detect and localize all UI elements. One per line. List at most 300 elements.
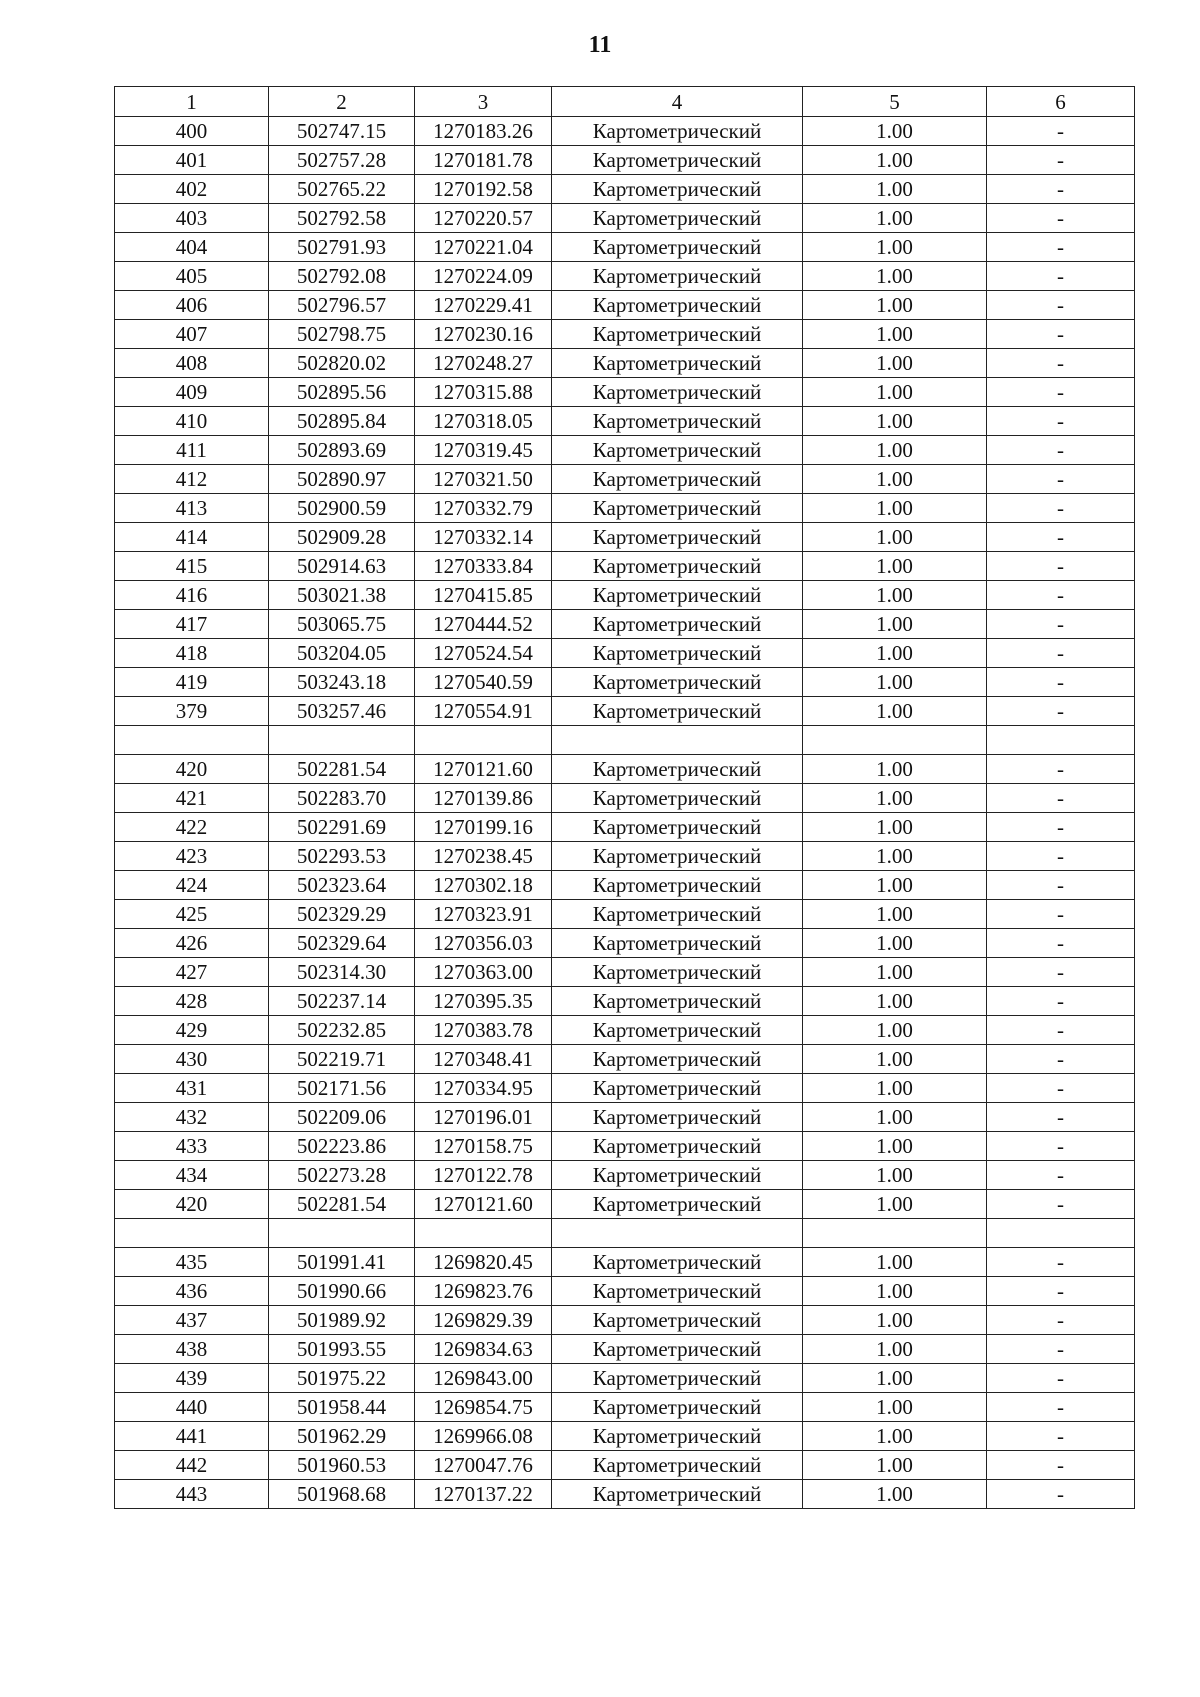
method-cell: Картометрический	[552, 842, 803, 871]
method-cell: Картометрический	[552, 1045, 803, 1074]
table-row	[115, 465, 1135, 494]
point-number-cell: 379	[115, 697, 269, 726]
table-row	[115, 552, 1135, 581]
note-cell: -	[987, 1393, 1135, 1422]
method-cell: Картометрический	[552, 755, 803, 784]
note-cell: -	[987, 1480, 1135, 1509]
note-cell	[987, 1219, 1135, 1248]
y-coordinate-cell: 1270192.58	[415, 175, 552, 204]
note-cell: -	[987, 842, 1135, 871]
y-coordinate-cell: 1270302.18	[415, 871, 552, 900]
accuracy-cell: 1.00	[803, 436, 987, 465]
x-coordinate-cell: 502273.28	[269, 1161, 415, 1190]
accuracy-cell: 1.00	[803, 755, 987, 784]
note-cell: -	[987, 1074, 1135, 1103]
method-cell: Картометрический	[552, 987, 803, 1016]
x-coordinate-cell: 501993.55	[269, 1335, 415, 1364]
point-number-cell: 417	[115, 610, 269, 639]
y-coordinate-cell: 1270139.86	[415, 784, 552, 813]
accuracy-cell: 1.00	[803, 117, 987, 146]
y-coordinate-cell: 1270332.79	[415, 494, 552, 523]
note-cell: -	[987, 1364, 1135, 1393]
x-coordinate-cell	[269, 726, 415, 755]
table-row	[115, 204, 1135, 233]
x-coordinate-cell: 502329.64	[269, 929, 415, 958]
y-coordinate-cell: 1269966.08	[415, 1422, 552, 1451]
x-coordinate-cell: 502219.71	[269, 1045, 415, 1074]
y-coordinate-cell: 1270318.05	[415, 407, 552, 436]
point-number-cell: 429	[115, 1016, 269, 1045]
table-row	[115, 987, 1135, 1016]
method-cell: Картометрический	[552, 494, 803, 523]
y-coordinate-cell: 1269834.63	[415, 1335, 552, 1364]
method-cell: Картометрический	[552, 1335, 803, 1364]
table-row	[115, 378, 1135, 407]
note-cell: -	[987, 436, 1135, 465]
y-coordinate-cell: 1270383.78	[415, 1016, 552, 1045]
x-coordinate-cell: 501968.68	[269, 1480, 415, 1509]
x-coordinate-cell: 502329.29	[269, 900, 415, 929]
note-cell: -	[987, 610, 1135, 639]
x-coordinate-cell: 502765.22	[269, 175, 415, 204]
x-coordinate-cell: 502791.93	[269, 233, 415, 262]
table-row	[115, 581, 1135, 610]
accuracy-cell: 1.00	[803, 204, 987, 233]
point-number-cell: 425	[115, 900, 269, 929]
point-number-cell: 431	[115, 1074, 269, 1103]
y-coordinate-cell: 1270196.01	[415, 1103, 552, 1132]
note-cell: -	[987, 668, 1135, 697]
y-coordinate-cell: 1270395.35	[415, 987, 552, 1016]
method-cell: Картометрический	[552, 1451, 803, 1480]
accuracy-cell: 1.00	[803, 987, 987, 1016]
y-coordinate-cell: 1270356.03	[415, 929, 552, 958]
table-row	[115, 842, 1135, 871]
point-number-cell: 401	[115, 146, 269, 175]
table-row	[115, 1074, 1135, 1103]
point-number-cell: 405	[115, 262, 269, 291]
point-number-cell: 420	[115, 1190, 269, 1219]
y-coordinate-cell: 1270348.41	[415, 1045, 552, 1074]
note-cell: -	[987, 1422, 1135, 1451]
x-coordinate-cell: 502237.14	[269, 987, 415, 1016]
accuracy-cell: 1.00	[803, 1074, 987, 1103]
point-number-cell: 441	[115, 1422, 269, 1451]
note-cell: -	[987, 407, 1135, 436]
x-coordinate-cell: 502283.70	[269, 784, 415, 813]
accuracy-cell: 1.00	[803, 1393, 987, 1422]
header-cell-1: 1	[115, 87, 269, 117]
table-row	[115, 958, 1135, 987]
accuracy-cell: 1.00	[803, 349, 987, 378]
table-row	[115, 349, 1135, 378]
y-coordinate-cell: 1270248.27	[415, 349, 552, 378]
note-cell: -	[987, 987, 1135, 1016]
x-coordinate-cell: 502281.54	[269, 1190, 415, 1219]
method-cell: Картометрический	[552, 117, 803, 146]
note-cell: -	[987, 552, 1135, 581]
accuracy-cell: 1.00	[803, 262, 987, 291]
y-coordinate-cell: 1270122.78	[415, 1161, 552, 1190]
y-coordinate-cell: 1269843.00	[415, 1364, 552, 1393]
method-cell: Картометрический	[552, 784, 803, 813]
point-number-cell: 411	[115, 436, 269, 465]
method-cell: Картометрический	[552, 1480, 803, 1509]
x-coordinate-cell: 503021.38	[269, 581, 415, 610]
x-coordinate-cell: 502291.69	[269, 813, 415, 842]
x-coordinate-cell: 502281.54	[269, 755, 415, 784]
method-cell: Картометрический	[552, 871, 803, 900]
point-number-cell: 442	[115, 1451, 269, 1480]
point-number-cell: 423	[115, 842, 269, 871]
y-coordinate-cell: 1270230.16	[415, 320, 552, 349]
note-cell: -	[987, 233, 1135, 262]
method-cell: Картометрический	[552, 581, 803, 610]
note-cell: -	[987, 1306, 1135, 1335]
accuracy-cell: 1.00	[803, 1190, 987, 1219]
point-number-cell: 414	[115, 523, 269, 552]
y-coordinate-cell: 1270158.75	[415, 1132, 552, 1161]
x-coordinate-cell: 503257.46	[269, 697, 415, 726]
x-coordinate-cell: 502798.75	[269, 320, 415, 349]
accuracy-cell: 1.00	[803, 958, 987, 987]
point-number-cell: 426	[115, 929, 269, 958]
point-number-cell: 424	[115, 871, 269, 900]
note-cell: -	[987, 378, 1135, 407]
point-number-cell: 408	[115, 349, 269, 378]
table-row	[115, 1045, 1135, 1074]
table-row	[115, 1393, 1135, 1422]
y-coordinate-cell: 1270319.45	[415, 436, 552, 465]
method-cell: Картометрический	[552, 1306, 803, 1335]
table-row	[115, 523, 1135, 552]
method-cell: Картометрический	[552, 175, 803, 204]
point-number-cell: 435	[115, 1248, 269, 1277]
method-cell: Картометрический	[552, 1393, 803, 1422]
point-number-cell: 404	[115, 233, 269, 262]
accuracy-cell: 1.00	[803, 1016, 987, 1045]
method-cell: Картометрический	[552, 813, 803, 842]
table-row	[115, 1335, 1135, 1364]
table-row	[115, 1016, 1135, 1045]
accuracy-cell: 1.00	[803, 871, 987, 900]
point-number-cell: 432	[115, 1103, 269, 1132]
accuracy-cell: 1.00	[803, 1451, 987, 1480]
y-coordinate-cell: 1270137.22	[415, 1480, 552, 1509]
x-coordinate-cell: 502895.56	[269, 378, 415, 407]
y-coordinate-cell: 1270199.16	[415, 813, 552, 842]
note-cell: -	[987, 697, 1135, 726]
point-number-cell: 434	[115, 1161, 269, 1190]
point-number-cell: 421	[115, 784, 269, 813]
table-row	[115, 117, 1135, 146]
x-coordinate-cell: 502909.28	[269, 523, 415, 552]
point-number-cell: 438	[115, 1335, 269, 1364]
table-row	[115, 494, 1135, 523]
y-coordinate-cell: 1270332.14	[415, 523, 552, 552]
note-cell: -	[987, 958, 1135, 987]
accuracy-cell: 1.00	[803, 1045, 987, 1074]
y-coordinate-cell: 1270363.00	[415, 958, 552, 987]
table-row	[115, 813, 1135, 842]
y-coordinate-cell: 1270323.91	[415, 900, 552, 929]
table-row	[115, 726, 1135, 755]
y-coordinate-cell: 1270221.04	[415, 233, 552, 262]
y-coordinate-cell: 1270554.91	[415, 697, 552, 726]
accuracy-cell: 1.00	[803, 233, 987, 262]
accuracy-cell: 1.00	[803, 929, 987, 958]
method-cell: Картометрический	[552, 407, 803, 436]
accuracy-cell	[803, 1219, 987, 1248]
x-coordinate-cell: 501989.92	[269, 1306, 415, 1335]
accuracy-cell: 1.00	[803, 175, 987, 204]
table-row	[115, 1248, 1135, 1277]
point-number-cell: 427	[115, 958, 269, 987]
point-number-cell	[115, 726, 269, 755]
x-coordinate-cell: 502232.85	[269, 1016, 415, 1045]
method-cell: Картометрический	[552, 204, 803, 233]
point-number-cell	[115, 1219, 269, 1248]
accuracy-cell: 1.00	[803, 494, 987, 523]
x-coordinate-cell: 501991.41	[269, 1248, 415, 1277]
x-coordinate-cell: 502820.02	[269, 349, 415, 378]
y-coordinate-cell: 1270334.95	[415, 1074, 552, 1103]
note-cell: -	[987, 639, 1135, 668]
point-number-cell: 418	[115, 639, 269, 668]
point-number-cell: 428	[115, 987, 269, 1016]
table-row	[115, 1132, 1135, 1161]
note-cell: -	[987, 1045, 1135, 1074]
accuracy-cell: 1.00	[803, 1248, 987, 1277]
table-header	[115, 87, 1135, 117]
accuracy-cell: 1.00	[803, 1277, 987, 1306]
note-cell: -	[987, 1161, 1135, 1190]
accuracy-cell: 1.00	[803, 610, 987, 639]
x-coordinate-cell: 502757.28	[269, 146, 415, 175]
point-number-cell: 415	[115, 552, 269, 581]
y-coordinate-cell: 1270444.52	[415, 610, 552, 639]
note-cell: -	[987, 900, 1135, 929]
accuracy-cell: 1.00	[803, 1306, 987, 1335]
accuracy-cell: 1.00	[803, 1103, 987, 1132]
note-cell: -	[987, 1190, 1135, 1219]
point-number-cell: 403	[115, 204, 269, 233]
point-number-cell: 437	[115, 1306, 269, 1335]
table-row	[115, 900, 1135, 929]
y-coordinate-cell: 1270540.59	[415, 668, 552, 697]
note-cell: -	[987, 349, 1135, 378]
method-cell: Картометрический	[552, 1016, 803, 1045]
y-coordinate-cell: 1270220.57	[415, 204, 552, 233]
point-number-cell: 419	[115, 668, 269, 697]
x-coordinate-cell: 502293.53	[269, 842, 415, 871]
y-coordinate-cell: 1270224.09	[415, 262, 552, 291]
method-cell: Картометрический	[552, 465, 803, 494]
method-cell: Картометрический	[552, 1074, 803, 1103]
note-cell: -	[987, 871, 1135, 900]
point-number-cell: 422	[115, 813, 269, 842]
y-coordinate-cell: 1270315.88	[415, 378, 552, 407]
note-cell	[987, 726, 1135, 755]
method-cell	[552, 1219, 803, 1248]
method-cell: Картометрический	[552, 378, 803, 407]
table-row	[115, 262, 1135, 291]
accuracy-cell: 1.00	[803, 668, 987, 697]
header-row	[115, 87, 1135, 117]
y-coordinate-cell: 1270238.45	[415, 842, 552, 871]
x-coordinate-cell: 502323.64	[269, 871, 415, 900]
table-row	[115, 1103, 1135, 1132]
table-row	[115, 1364, 1135, 1393]
table-row	[115, 320, 1135, 349]
table-row	[115, 755, 1135, 784]
method-cell: Картометрический	[552, 929, 803, 958]
table-row	[115, 784, 1135, 813]
note-cell: -	[987, 1016, 1135, 1045]
method-cell: Картометрический	[552, 668, 803, 697]
method-cell: Картометрический	[552, 1161, 803, 1190]
y-coordinate-cell: 1270183.26	[415, 117, 552, 146]
accuracy-cell: 1.00	[803, 291, 987, 320]
note-cell: -	[987, 1277, 1135, 1306]
point-number-cell: 409	[115, 378, 269, 407]
note-cell: -	[987, 465, 1135, 494]
table-row	[115, 610, 1135, 639]
accuracy-cell: 1.00	[803, 1132, 987, 1161]
accuracy-cell: 1.00	[803, 1422, 987, 1451]
point-number-cell: 406	[115, 291, 269, 320]
table-row	[115, 1480, 1135, 1509]
table-row	[115, 1306, 1135, 1335]
header-cell-6: 6	[987, 87, 1135, 117]
y-coordinate-cell: 1269854.75	[415, 1393, 552, 1422]
x-coordinate-cell: 502796.57	[269, 291, 415, 320]
table-row	[115, 1451, 1135, 1480]
point-number-cell: 430	[115, 1045, 269, 1074]
note-cell: -	[987, 146, 1135, 175]
x-coordinate-cell: 502792.08	[269, 262, 415, 291]
note-cell: -	[987, 262, 1135, 291]
point-number-cell: 439	[115, 1364, 269, 1393]
method-cell: Картометрический	[552, 610, 803, 639]
x-coordinate-cell: 502747.15	[269, 117, 415, 146]
y-coordinate-cell: 1270121.60	[415, 755, 552, 784]
method-cell	[552, 726, 803, 755]
y-coordinate-cell: 1270047.76	[415, 1451, 552, 1480]
method-cell: Картометрический	[552, 1277, 803, 1306]
point-number-cell: 433	[115, 1132, 269, 1161]
header-cell-4: 4	[552, 87, 803, 117]
x-coordinate-cell: 502900.59	[269, 494, 415, 523]
accuracy-cell: 1.00	[803, 378, 987, 407]
point-number-cell: 412	[115, 465, 269, 494]
point-number-cell: 402	[115, 175, 269, 204]
note-cell: -	[987, 175, 1135, 204]
accuracy-cell	[803, 726, 987, 755]
y-coordinate-cell: 1270121.60	[415, 1190, 552, 1219]
x-coordinate-cell: 502223.86	[269, 1132, 415, 1161]
accuracy-cell: 1.00	[803, 1364, 987, 1393]
method-cell: Картометрический	[552, 900, 803, 929]
accuracy-cell: 1.00	[803, 146, 987, 175]
y-coordinate-cell: 1270524.54	[415, 639, 552, 668]
x-coordinate-cell: 501960.53	[269, 1451, 415, 1480]
method-cell: Картометрический	[552, 1190, 803, 1219]
x-coordinate-cell: 502792.58	[269, 204, 415, 233]
x-coordinate-cell: 501990.66	[269, 1277, 415, 1306]
table-row	[115, 668, 1135, 697]
method-cell: Картометрический	[552, 146, 803, 175]
table-row	[115, 291, 1135, 320]
method-cell: Картометрический	[552, 552, 803, 581]
x-coordinate-cell: 501962.29	[269, 1422, 415, 1451]
point-number-cell: 443	[115, 1480, 269, 1509]
method-cell: Картометрический	[552, 349, 803, 378]
table-row	[115, 146, 1135, 175]
method-cell: Картометрический	[552, 436, 803, 465]
accuracy-cell: 1.00	[803, 639, 987, 668]
point-number-cell: 436	[115, 1277, 269, 1306]
note-cell: -	[987, 1103, 1135, 1132]
accuracy-cell: 1.00	[803, 1480, 987, 1509]
y-coordinate-cell: 1270333.84	[415, 552, 552, 581]
x-coordinate-cell: 502209.06	[269, 1103, 415, 1132]
point-number-cell: 440	[115, 1393, 269, 1422]
y-coordinate-cell: 1270415.85	[415, 581, 552, 610]
point-number-cell: 400	[115, 117, 269, 146]
method-cell: Картометрический	[552, 639, 803, 668]
header-cell-3: 3	[415, 87, 552, 117]
note-cell: -	[987, 581, 1135, 610]
y-coordinate-cell: 1270229.41	[415, 291, 552, 320]
x-coordinate-cell: 502890.97	[269, 465, 415, 494]
y-coordinate-cell: 1269829.39	[415, 1306, 552, 1335]
accuracy-cell: 1.00	[803, 581, 987, 610]
method-cell: Картометрический	[552, 1364, 803, 1393]
note-cell: -	[987, 204, 1135, 233]
method-cell: Картометрический	[552, 262, 803, 291]
y-coordinate-cell: 1270321.50	[415, 465, 552, 494]
table-row	[115, 639, 1135, 668]
x-coordinate-cell: 503065.75	[269, 610, 415, 639]
table-row	[115, 233, 1135, 262]
note-cell: -	[987, 929, 1135, 958]
accuracy-cell: 1.00	[803, 1161, 987, 1190]
method-cell: Картометрический	[552, 958, 803, 987]
y-coordinate-cell: 1270181.78	[415, 146, 552, 175]
table-row	[115, 407, 1135, 436]
table-row	[115, 1161, 1135, 1190]
method-cell: Картометрический	[552, 1103, 803, 1132]
accuracy-cell: 1.00	[803, 523, 987, 552]
note-cell: -	[987, 813, 1135, 842]
page-number: 11	[588, 32, 612, 58]
x-coordinate-cell: 503204.05	[269, 639, 415, 668]
table-row	[115, 1277, 1135, 1306]
accuracy-cell: 1.00	[803, 407, 987, 436]
note-cell: -	[987, 1451, 1135, 1480]
table-row	[115, 1422, 1135, 1451]
x-coordinate-cell: 502914.63	[269, 552, 415, 581]
method-cell: Картометрический	[552, 233, 803, 262]
accuracy-cell: 1.00	[803, 465, 987, 494]
point-number-cell: 410	[115, 407, 269, 436]
y-coordinate-cell	[415, 726, 552, 755]
point-number-cell: 420	[115, 755, 269, 784]
method-cell: Картометрический	[552, 697, 803, 726]
note-cell: -	[987, 1335, 1135, 1364]
note-cell: -	[987, 1248, 1135, 1277]
